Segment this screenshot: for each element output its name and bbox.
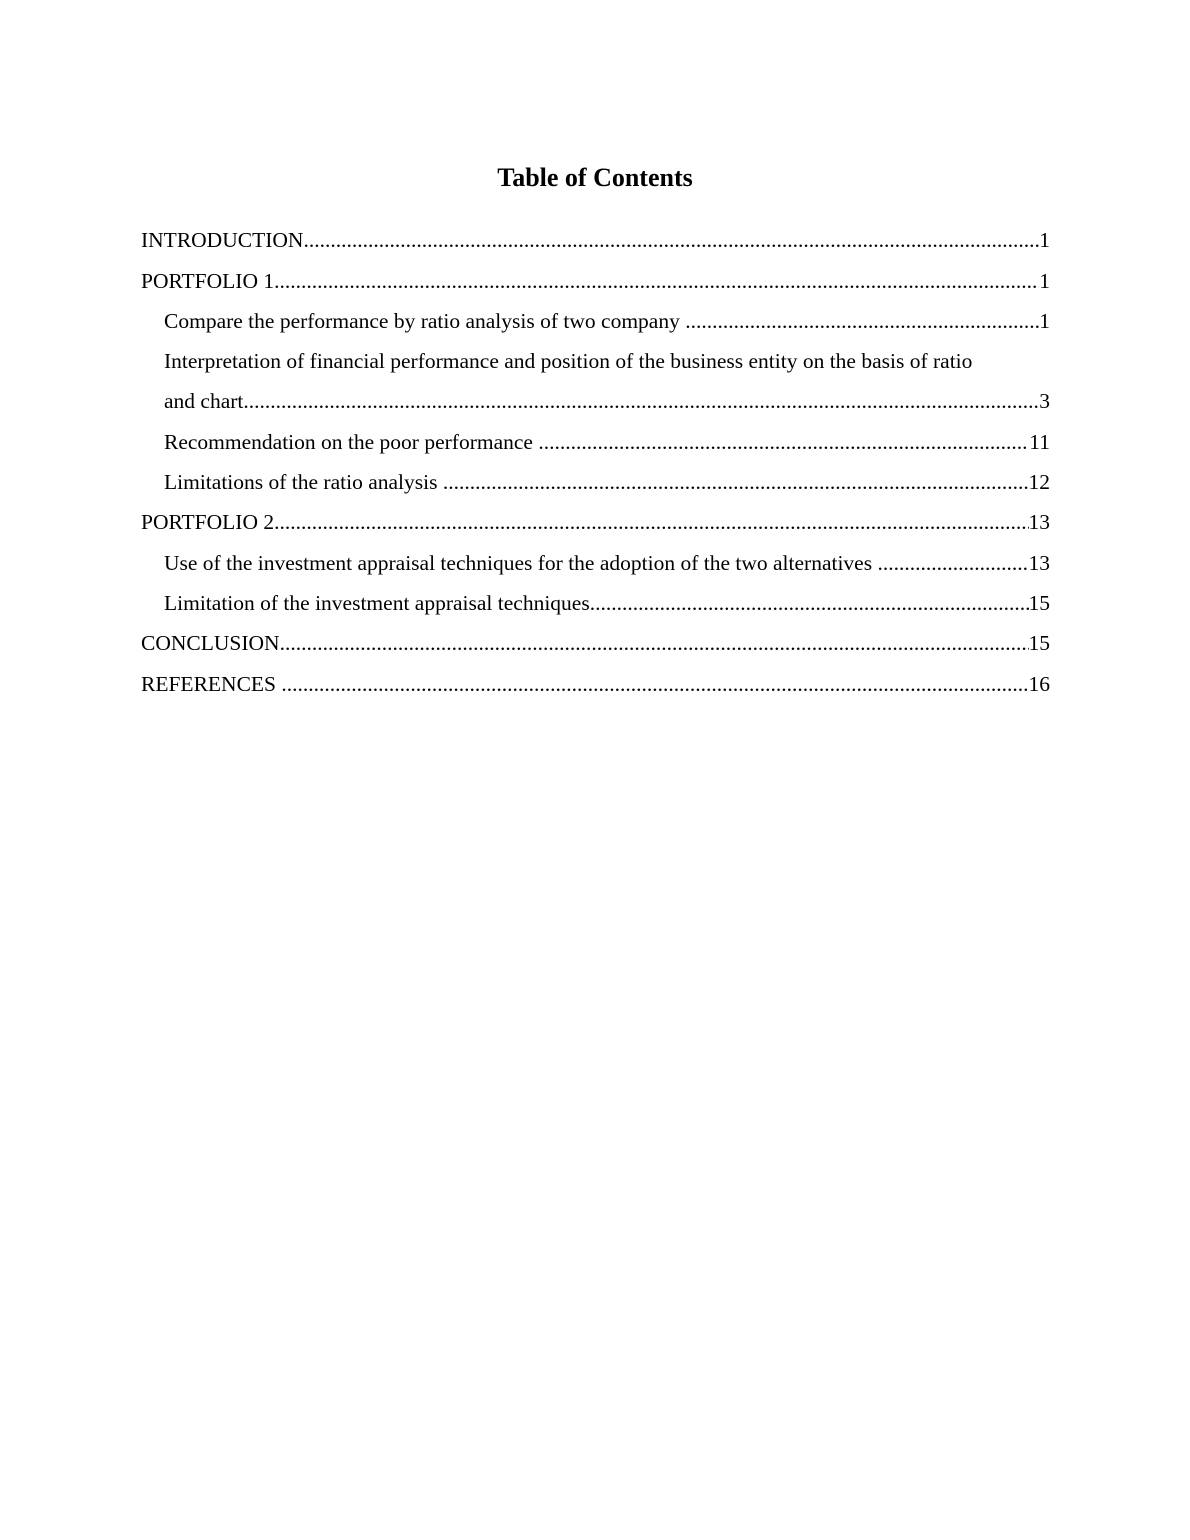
toc-entry-page: 1: [1039, 308, 1050, 333]
toc-entry-label: PORTFOLIO 2: [141, 510, 275, 535]
toc-entry-label: Interpretation of financial performance and position of the business entity on the basis of ratio: [164, 349, 973, 374]
toc-entry-compare-performance[interactable]: [141, 299, 1050, 339]
toc-title: Table of Contents: [497, 163, 693, 192]
toc-entry-label-line-2: [164, 379, 1050, 419]
toc-entry-recommendation[interactable]: [141, 419, 1050, 459]
toc-leader-dots: [303, 222, 1039, 258]
toc-entry-portfolio-1[interactable]: [141, 258, 1050, 298]
toc-entry-label: CONCLUSION: [141, 631, 280, 656]
toc-entry-label: Compare the performance by ratio analysis of two company: [164, 308, 686, 333]
toc-entry-page: 1: [1039, 268, 1050, 293]
toc-entry-page: 16: [1028, 671, 1050, 696]
toc-leader-dots: [281, 666, 1028, 702]
toc-entry-page: 3: [1039, 389, 1050, 414]
toc-entry-page: 13: [1028, 550, 1050, 575]
toc-entry-label: Use of the investment appraisal techniques for the adoption of the two alternatives: [164, 550, 878, 575]
toc-leader-dots: [877, 545, 1028, 581]
toc-entry-page: 15: [1028, 631, 1050, 656]
toc-entry-page: 12: [1028, 470, 1050, 495]
toc-entry-introduction[interactable]: [141, 218, 1050, 258]
toc-entry-label: REFERENCES: [141, 671, 282, 696]
toc-entry-label: Limitation of the investment appraisal techniques: [164, 590, 590, 615]
toc-leader-dots: [685, 303, 1039, 339]
toc-entry-label: INTRODUCTION: [141, 228, 304, 253]
toc-entry-page: 15: [1028, 590, 1050, 615]
toc-entry-label-line-1: [164, 339, 1050, 379]
toc-entry-conclusion[interactable]: [141, 621, 1050, 661]
toc-entry-portfolio-2[interactable]: [141, 500, 1050, 540]
toc-leader-dots: [274, 504, 1028, 540]
toc-entry-label: Limitations of the ratio analysis: [164, 470, 443, 495]
toc-entry-investment-appraisal[interactable]: [141, 540, 1050, 580]
toc-entry-label: Recommendation on the poor performance: [164, 429, 539, 454]
toc-leader-dots: [590, 585, 1029, 621]
toc-entry-limitation-appraisal[interactable]: [141, 581, 1050, 621]
toc-entry-page: 11: [1029, 429, 1050, 454]
toc-leader-dots: [538, 424, 1029, 460]
toc-entry-limitations-ratio[interactable]: [141, 460, 1050, 500]
toc-leader-dots: [443, 464, 1029, 500]
toc-entry-label-continuation: and chart: [164, 389, 244, 414]
toc-entry-page: 1: [1039, 228, 1050, 253]
toc-leader-dots: [274, 263, 1039, 299]
toc-entry-label: PORTFOLIO 1: [141, 268, 275, 293]
toc-leader-dots: [280, 625, 1029, 661]
toc-entry-references[interactable]: [141, 661, 1050, 701]
toc-entry-page: 13: [1028, 510, 1050, 535]
toc-leader-dots: [243, 383, 1039, 419]
table-of-contents: [141, 218, 1050, 702]
toc-entry-interpretation[interactable]: [141, 339, 1050, 420]
